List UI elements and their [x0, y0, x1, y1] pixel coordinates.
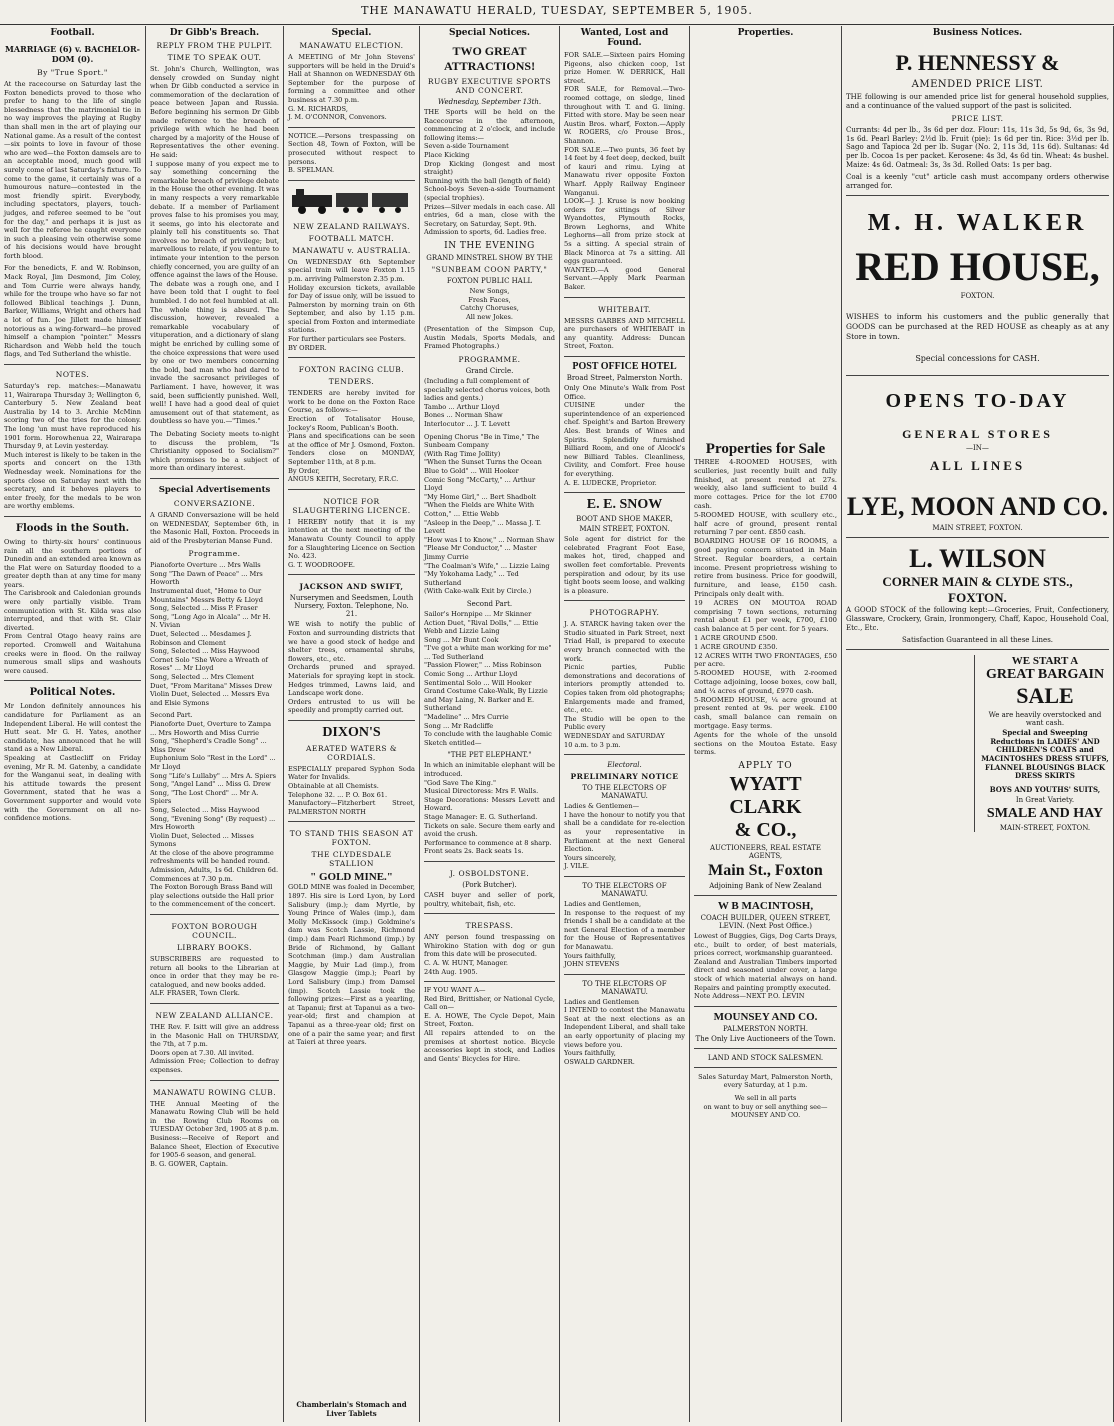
stallion-ad	[288, 821, 415, 1046]
whitebait-heading: WHITEBAIT.	[598, 304, 651, 314]
trespass-heading: TRESPASS.	[465, 921, 514, 931]
second-part-heading: Second Part.	[466, 599, 513, 608]
racing-heading: FOXTON RACING CLUB.	[298, 365, 405, 375]
article-title: MARRIAGE (6) v. BACHELOR-DOM (0).	[5, 44, 140, 64]
divider	[694, 1067, 837, 1068]
show-closing: In which an inimitable elephant will be introduced. "God Save The King." Musical Directoress: Mrs F. Walls. Stage Decorations: Messrs Levett and Howard. Stage Manager: E. G. Sutherland. Tickets on sale. Secure them early and avoid the crush. Performance to commence at 8 sharp. Front seats 2s. Back seats 1s.	[424, 761, 555, 856]
slaughter-body: I HEREBY notify that it is my intention at the next meeting of the Manawatu County Council to apply for a Slaughtering Licence on Section No. 423. G. T. WOODROOFE.	[288, 517, 415, 569]
smale-hay-heading: SMALE AND HAY	[986, 805, 1104, 821]
stallion-name: " GOLD MINE."	[310, 871, 393, 884]
grand-circle: Grand Circle.	[465, 367, 514, 376]
library-heading: FOXTON BOROUGH COUNCIL.	[171, 922, 258, 941]
opens-today: OPENS TO-DAY	[885, 390, 1070, 413]
snow-heading: E. E. SNOW	[586, 497, 663, 513]
price-heading: PRICE LIST.	[951, 114, 1004, 124]
trespass-ad	[424, 913, 555, 976]
general-stores: GENERAL STORES	[902, 427, 1053, 442]
wyatt-company: & CO.,	[734, 819, 797, 842]
conversazione-heading: CONVERSAZIONE.	[173, 498, 256, 508]
gardner-notice: Ladies and Gentlemen I INTEND to contest the Manawatu Seat at the next elections as an Independent Liberal, and shall take an early opportunity of placing my views before you. Yours faithfully, OSWALD GARDNER.	[564, 997, 685, 1066]
photography-ad	[564, 600, 685, 749]
features-list: New Songs, Fresh Faces, Catchy Choruses, All new Jokes.	[460, 286, 519, 321]
coon-party: "SUNBEAM COON PARTY,"	[431, 264, 548, 274]
lye-moon-heading: LYE, MOON AND CO.	[846, 492, 1109, 522]
event-date: Wednesday, September 13th.	[437, 98, 542, 106]
political-heading: Political Notes.	[29, 687, 116, 699]
electoral-heading: Electoral.	[607, 761, 642, 770]
conversazione-body: A GRAND Conversazione will be held on WEDNESDAY, September 6th, in the Masonic Hall, Foxton. Proceeds in aid of the Presbyterian Manse Fund.	[150, 510, 279, 545]
boys-suits: BOYS AND YOUTHS' SUITS,	[989, 784, 1101, 794]
railways-ad	[288, 180, 415, 353]
alliance-ad	[150, 1003, 279, 1075]
second-part-list: Sailor's Hornpipe ... Mr Skinner Action Duet, "Rival Dolls," ... Ettie Webb and Lizzie Laing Song ... Mr Bunt Cook "I've got a white man working for me" ... Ted Sutherland "Passion Flower," ... Miss Robinson Comic Song ... Arthur Lloyd Sentimental Solo ... Will Hooker Grand Costume Cake-Walk, By Lizzie and May Laing, N. Barker and E. Sutherland "Madeline" ... Mrs Currie Song ... Mr Radcliffe To conclude with the laughable Comic Sketch entitled—	[424, 609, 552, 747]
column-football	[0, 26, 146, 1422]
column-business	[842, 26, 1114, 1422]
preliminary-notice: PRELIMINARY NOTICE	[570, 772, 679, 782]
election-heading: MANAWATU ELECTION.	[299, 41, 404, 50]
article-subtitle: TIME TO SPEAK OUT.	[167, 53, 262, 62]
electors-heading: TO THE ELECTORS OF MANAWATU.	[582, 784, 667, 801]
sketch-title: "THE PET ELEPHANT."	[447, 751, 532, 760]
walker-heading: M. H. WALKER	[867, 210, 1088, 237]
notes-heading: NOTES.	[55, 370, 90, 379]
wilson-corner: CORNER MAIN & CLYDE STS.,	[882, 574, 1073, 590]
column-gibb	[146, 26, 284, 1422]
classified-ads: FOR SALE.—Sixteen pairs Homing Pigeons, also chicken coop, 1st prize Homer. W. DERRICK, Hall street. FOR SALE, for Removal.—Two-roomed cottage, on sledge, lined throughout with T. and G. lining. Fitted with store. May be seen near Austin Bros. wharf, Foxton.—Apply W. ROGERS, c/o Prouse Bros., Shannon. FOR SALE.—Two punts, 36 feet by 14 feet by 4 feet deep, decked, built of kauri and rimu. Lying at Manawatu river opposite Foxton Wharf. Apply Railway Engineer Wanganui. LOOK—J. J. Kruse is now booking orders for sittings of Silver Wyandottes, Plymouth Rocks, Brown Leghorns, and White Leghorns—all from prize stock at 5s a sitting. A special strain of Black Minorca at 7s a sitting. All eggs guaranteed. WANTED.—A good General Servant.—Apply Mark Pearman Baker.	[564, 51, 685, 292]
column-wanted	[560, 26, 690, 1422]
divider	[564, 974, 685, 975]
column-special-notices	[420, 26, 560, 1422]
library-ad	[150, 914, 279, 998]
railways-match: MANAWATU v. AUSTRALIA.	[292, 245, 411, 255]
article-body: St. John's Church, Wellington, was densely crowded on Sunday night when Dr Gibb conducted a service in commemoration of the declaration of peace between Japan and Russia. Before beginning his sermon Dr Gibb made reference to the breach of privilege with which he had been charged by a majority of the House of Representatives the other evening. He said: I suppose many of you expect me to say something concerning the remarkable breach of privilege debate in the House the other evening. It was in many respects a very remarkable debate. If a member of Parliament proves false to his promises you may, it seems, go into his electorate and plainly tell his constituents so. That involves no breach of privilege; but, marvellous to relate, if you venture to intimate your intention to the person chiefly concerned, you are guilty of an offence against the laws of the House. The debate was a rough one, and I have been told that I ought to feel humbled. I do not feel humbled at all. The whole thing is absurd. The discussion, however, revealed a remarkable vocabulary of vituperation, and a dictionary of slang might be enriched by culling some of the choice expressions that were used by one or two members concerning the bold, bad man who had dared to invade the sacrosanct privileges of Parliament. I have, however, it was said, been sufficiently punished. Well, well! I have had a good deal of quiet amusement out of that statement, as doubtless so have you.—"Times."	[150, 65, 279, 426]
vile-notice: Ladies & Gentlemen— I have the honour to notify you that shall be a candidate for re-election as your representative in Parliament at the next General Election. Yours sincerely, J. VILE.	[564, 802, 685, 871]
stallion-body: GOLD MINE was foaled in December, 1897. His sire is Lord Lyon, by Lord Salisbury (imp.); dam Myrtle, by Young Prince of Wales (imp.), dam Molly McKissock (imp.) Goldmine's dam was Scotch Lassie, Richmond (imp.) dam Pearl Richmond (imp.) by Bride of Richmond, by Gallant Scotchman (imp.) dam Australian Maggie, by Muir Lad (imp.), from Glasgow Maggie (imp.); Pearl by Lord Salisbury (imp.) from Damsel (imp). Scotch Lassie took the following prizes:—First as a yearling, at Tapanui; first at Tapanui as a two-year-old; first and champion at Tapanui as a three-year old; first on one of a pair the same year; and first at Taieri at three years.	[288, 883, 415, 1047]
blank-space	[694, 41, 837, 441]
alliance-heading: NEW ZEALAND ALLIANCE.	[155, 1011, 274, 1020]
slaughter-ad	[288, 489, 415, 570]
article-body: For the benedicts, F. and W. Robinson, Mack Royal, Jim Desmond, Jim Coley, and Tom Currie were always handy, while for the troupe who have so far not followed Biblical teachings J. Dunn, Barker, Williams, Wright and others had a lot of fun. Joe Jillett made himself notorious as a wing-forward—he proved himself a champion "pointer." Messrs Richardson and Webb held the touch flags, and Ted Sutherland the whistle.	[4, 264, 141, 359]
circle-list: (Including a full complement of specially selected chorus voices, both ladies and gents.) Tambo ... Arthur Lloyd Bones ... Norman Shaw Interlocutor ... J. T. Levett	[424, 377, 550, 429]
slaughter-heading: NOTICE FOR SLAUGHTERING LICENCE.	[292, 496, 411, 515]
walker-foxton: FOXTON.	[960, 292, 995, 301]
hennessy-heading: P. HENNESSY &	[895, 50, 1060, 75]
evening-heading: IN THE EVENING	[444, 240, 535, 251]
hotel-heading: POST OFFICE HOTEL	[572, 361, 677, 372]
section-heading: Wanted, Lost and Found.	[580, 28, 669, 48]
alliance-body: THE Rev. F. Isitt will give an address in the Masonic Hall on THURSDAY, the 7th, at 7 p.m. Doors open at 7.30. All invited. Admission Free; Collection to defray expenses.	[150, 1023, 279, 1074]
stallion-intro: TO STAND THIS SEASON AT FOXTON.	[289, 829, 414, 848]
macintosh-heading: W B MACINTOSH,	[717, 900, 814, 913]
adjoining-bank: Adjoining Bank of New Zealand	[709, 882, 822, 891]
byline: By "True Sport."	[37, 68, 108, 77]
tablets-ad: Chamberlain's Stomach and Liver Tablets	[288, 1400, 415, 1418]
osboldstone-subheading: (Pork Butcher).	[462, 880, 517, 889]
cycle-body: IF YOU WANT A— Red Bird, Brittisher, or National Cycle, Call on— E. A. HOWE, The Cycle Depot, Main Street, Foxton. All repairs attended to on the premises at shortest notice. Bicycle accessories kept in stock, and Ladies and Gents' Bicycles for Hire.	[424, 986, 555, 1063]
macintosh-subheading: COACH BUILDER, QUEEN STREET, LEVIN. (Next Post Office.)	[700, 914, 831, 931]
section-heading: Properties.	[737, 28, 794, 38]
mounsey-ad	[694, 1006, 837, 1120]
masthead-title: THE MANAWATU HERALD, TUESDAY, SEPTEMBER 5, 1905.	[361, 4, 753, 17]
overstocked-note: We are heavily overstocked and want cash.	[988, 711, 1102, 728]
cycle-ad	[424, 981, 555, 1063]
mounsey-tagline: The Only Live Auctioneers of the Town.	[695, 1034, 836, 1043]
wilson-body: A GOOD STOCK of the following kept:—Groceries, Fruit, Confectionery, Glassware, Crockery, Grain, Ironmongery, Chaff, Kapoc, Household Coal, Etc., Etc.	[846, 606, 1109, 632]
sports-body: THE Sports will be held on the Racecourse in the afternoon, commencing at 2 o'clock, and include following items:— Seven a-side Tournament Place Kicking Drop Kicking (longest and most straight) Running with the ball (length of field) School-boys Seven-a-side Tournament (special trophies). Prizes—Silver medals in each case. All entries, 6d a man, close with the Secretary, on Saturday, Sept. 9th. Admission to sports, 6d. Ladies free.	[424, 108, 555, 237]
dixon-ad	[288, 720, 415, 817]
election-body: A MEETING of Mr John Stevens' supporters will be held in the Druid's Hall at Shannon on WEDNESDAY 6th September for the purpose of forming a committee and other business at 7.30 p.m. G. M. RICHARDS, J. M. O'CONNOR, Convenors.	[288, 53, 415, 122]
jackson-heading: JACKSON AND SWIFT,	[299, 582, 404, 592]
section-heading: Special Notices.	[448, 28, 530, 38]
notice-body: NOTICE.—Persons trespassing on Section 48, Town of Foxton, will be prosecuted without respect to persons. B. SPELMAN.	[288, 131, 415, 175]
divider	[564, 876, 685, 877]
programme-label: Programme.	[188, 549, 241, 559]
divider	[150, 478, 279, 479]
divider	[4, 516, 141, 517]
wilson-foxton: FOXTON.	[948, 590, 1007, 606]
rugby-heading: RUGBY EXECUTIVE SPORTS AND CONCERT.	[427, 77, 552, 95]
divider	[846, 537, 1109, 538]
programme-heading: PROGRAMME.	[458, 355, 521, 365]
divider	[846, 649, 1109, 650]
rowing-body: THE Annual Meeting of the Manawatu Rowing Club will be held in the Rowing Club Rooms on TUESDAY October 3rd, 1905 at 8 p.m. Business:—Receive of Report and Balance Sheet, Election of Executive for 1905-6 season, and general. B. G. GOWER, Captain.	[150, 1099, 279, 1168]
snow-subheading: BOOT AND SHOE MAKER,	[576, 515, 673, 524]
trespass-body: ANY person found trespassing on Whirokino Station with dog or gun from this date will be prosecuted. C. A. W. HUNT, Manager. 24th Aug. 1905.	[424, 933, 555, 976]
section-heading: Business Notices.	[932, 28, 1023, 38]
debating-note: The Debating Society meets to-night to discuss the problem, "Is Christianity opposed to Socialism?" which promises to be a subject of more than ordinary interest.	[150, 429, 279, 473]
mounsey-heading: MOUNSEY AND CO.	[713, 1010, 818, 1023]
section-heading: Dr Gibb's Breach.	[169, 28, 260, 38]
red-house: RED HOUSE,	[855, 244, 1100, 290]
lye-address: MAIN STREET, FOXTON.	[932, 524, 1023, 533]
programme-second: Second Part. Pianoforte Duet, Overture to Zampa ... Mrs Howorth and Miss Currie Song, "Shepherd's Cradle Song" ... Miss Drew Euphonium Solo "Rest in the Lord" ... Mr Lloyd Song "Life's Lullaby" ... Mrs A. Spiers Song, "Angel Land" ... Miss G. Drew Song, "The Lost Chord" ... Mr A. Spiers Song, Selected ... Miss Haywood Song, "Evening Song" (By request) ... Mrs Howorth Violin Duet, Selected ... Misses Symons At the close of the above programme refreshments will be handed round. Admission, Adults, 1s 6d. Children 6d. Commences at 7.30 p.m. The Foxton Borough Brass Band will play selections outside the Hall prior to the commencement of the concert.	[150, 711, 279, 909]
attractions-heading: TWO GREAT ATTRACTIONS!	[443, 44, 536, 73]
political-body: Mr London definitely announces his candidature for Parliament as an Independent Liberal. He will contest the Hutt seat. Mr G. H. Yates, another candidate, has announced that he will stand as a New Liberal. Speaking at Castlecliff on Friday evening, Mr R. M. Gatenby, a candidate for the Wanganui seat, in dealing with his attitude towards the present Government, stated that he was a Government supporter and would vote with the Government on all no-confidence motions.	[4, 702, 141, 823]
hennessy-body: THE following is our amended price list for general household supplies, and a continuance of the valued support of the past is solicited.	[846, 93, 1109, 110]
amended-heading: AMENDED PRICE LIST.	[911, 79, 1044, 90]
stevens-notice: Ladies and Gentlemen, In response to the request of my friends I shall be a candidate at the next General Election of a member for the House of Representatives for Manawatu. Yours faithfully, JOHN STEVENS	[564, 899, 685, 969]
property-listings: THREE 4-ROOMED HOUSES, with sculleries, just recently built and fully finished, at present rented at 27s. weekly, also land sufficient to build 4 more cottages. Price for the lot £700 cash. 5-ROOMED HOUSE, with scullery etc., half acre of ground, present rental returning 7 per cent. £850 cash. BOARDING HOUSE OF 16 ROOMS, a good paying concern situated in Main Street. Regular boarders, a certain income. Present proprietress wishing to retire from business. Price for goodwill, furniture, and lease, £150 cash. Principals only dealt with. 19 ACRES ON MOUTOA ROAD comprising 7 town sections, returning rental about £1 per week, £700, £100 cash balance at 5 per cent. for 5 years. 1 ACRE GROUND £500. 1 ACRE GROUND £350. 12 ACRES WITH TWO FRONTAGES, £50 per acre. 5-ROOMED HOUSE, with 2-roomed Cottage adjoining, loose boxes, cow ball, and ¼ acres of ground, £970 cash. 5-ROOMED HOUSE, ¼ acre ground at present rented at 9s. per week. £100 cash, small balance can remain on mortgage. Easy terms. Agents for the whole of the unsold sections on the Moutoa Estate. Easy terms.	[694, 458, 837, 757]
price-list: Currants: 4d per lb., 3s 6d per doz. Flour: 11s, 11s 3d, 5s 9d, 6s, 3s 9d, 1s 6d. Pearl Barley: 2½d lb. Fruit (pie): 1s 6d per tin. Rice: 3½d per lb. Sago and Tapioca 2d per lb. Sugar (No. 2, 11s 3d, 11s 6d). Sultanas: 4d per lb. Cocoa 1s per packet. Kerosene: 4s 3d, 4s 6d tin. Wheat: 4s bushel. Maize: 4s 6d. Oatmeal: 3s, 3s 3d. Rolled Oats: 1s per bag.	[846, 126, 1109, 169]
apply-to: APPLY TO	[738, 761, 793, 772]
photography-body: J. A. STARCK having taken over the Studio situated in Park Street, next Triad Hall, is prepared to execute every branch connected with the work. Picnic parties, Public demonstrations and decorations of interiors promptly attended to. Copies taken from old photographs; Enlargements made and framed, etc., etc. The Studio will be open to the Public every WEDNESDAY and SATURDAY 10 a.m. to 3 p.m.	[564, 620, 685, 749]
divider	[4, 680, 141, 681]
library-body: SUBSCRIBERS are requested to return all books to the Librarian at once in order that they may be re-catalogued, and new books added. ALF. FRASER, Town Clerk.	[150, 955, 279, 998]
walker-body: WISHES to inform his customers and the public generally that GOODS can be purchased at the RED HOUSE as cheaply as at any Store in town.	[846, 312, 1109, 342]
column-special	[284, 26, 420, 1422]
wilson-heading: L. WILSON	[909, 544, 1046, 574]
racing-body: TENDERS are hereby invited for work to be done on the Foxton Race Course, as follows:— Erection of Totalisator House, Jockey's Room, Publican's Booth. Plans and specifications can be seen at the office of Mr J. Osmond, Foxton. Tenders close on MONDAY, September 11th, at 8 p.m. By Order, ANGUS KEITH, Secretary, F.R.C.	[288, 389, 415, 484]
whitebait-body: MESSRS GARBES AND MITCHELL are purchasers of WHITEBAIT in any quantity. Address: Duncan Street, Foxton.	[564, 316, 685, 351]
bargain-sale-ad	[974, 655, 1109, 832]
macintosh-body: Lowest of Buggies, Gigs, Dog Carts Drays, etc., built to order, of best materials, prices correct, workmanship guaranteed. Zealand and Australian Timbers imported direct and seasoned under cover, a large stock of which material always on hand. Repairs and painting promptly executed. Note Address—NEXT P.O. LEVIN	[694, 932, 837, 1001]
sell-note: We sell in all parts on want to buy or sell anything see— MOUNSEY AND CO.	[703, 1094, 828, 1120]
railways-subheading: FOOTBALL MATCH.	[308, 233, 395, 243]
divider	[846, 375, 1109, 376]
railways-body: On WEDNESDAY 6th September special train will leave Foxton 1.15 p.m. arriving Palmerston 2.35 p.m. Holiday excursion tickets, available for Day of issue only, will be issued to Palmerston by morning train on 6th September, and also by 1.15 p.m. special from Foxton and intermediate stations. For further particulars see Posters. BY ORDER.	[288, 257, 415, 352]
section-heading: Special.	[331, 28, 372, 38]
main-street: Main St., Foxton	[708, 862, 823, 880]
opening-list: Opening Chorus "Be in Time," The Sunbeam Company (With Rag Time Jollity) "When the Sunset Turns the Ocean Blue to Gold" ... Will Hooker Comic Song "McCarty," ... Arthur Lloyd "My Home Girl," ... Bert Shadbolt "When the Fields are White With Cotton," ... Ettie Webb "Asleep in the Deep," ... Massa J. T. Levett "How was I to Know," ... Norman Shaw "Please Mr Conductor," ... Master Jimmy Currie "The Coalman's Wife," ... Lizzie Laing "My Yokohama Lady," ... Ted Sutherland (With Cake-walk Exit by Circle.)	[424, 432, 555, 596]
floods-heading: Floods in the South.	[15, 522, 130, 534]
railways-heading: NEW ZEALAND RAILWAYS.	[292, 221, 411, 231]
variety-note: In Great Variety.	[1015, 795, 1075, 804]
photography-heading: PHOTOGRAPHY.	[589, 608, 660, 618]
masthead	[0, 0, 1114, 25]
section-heading: Football.	[50, 28, 95, 38]
wyatt-heading: WYATT CLARK	[729, 773, 802, 819]
hall-name: FOXTON PUBLIC HALL	[446, 276, 533, 285]
electoral-section	[564, 754, 685, 1066]
properties-heading: Properties for Sale	[705, 441, 826, 457]
stallion-heading: THE CLYDESDALE STALLION	[311, 850, 392, 869]
coal-note: Coal is a keenly "cut" article cash must accompany orders otherwise arranged for.	[846, 173, 1109, 190]
macintosh-ad	[694, 895, 837, 1001]
article-body: At the racecourse on Saturday last the Foxton benedicts proved to those who prefer to hang to the life of single blessedness that the matrimonial tie in no way improves the playing at Rugby than shall men in the art of playing our National game. As a result of the contest—six points to love in favour of those who are wed—the Foxton damsels are to an acceptable mood, much good will surely come of last Saturday's fixture. To come to the game, it certainly was of a humourous nature—contested in the most friendly spirit. Everybody, including spectators, players, touch-judges, and referee seemed to be "out for the day," and perhaps it is just as well for the referee he caught everyone in such a pleasing vein otherwise some of his decisions would have brought forth blood.	[4, 80, 142, 260]
electors-heading: TO THE ELECTORS OF MANAWATU.	[582, 979, 667, 996]
auctioneers: AUCTIONEERS, REAL ESTATE AGENTS,	[709, 844, 822, 861]
bargain-heading: GREAT BARGAIN	[985, 667, 1105, 683]
special-ads-heading: Special Advertisements	[158, 484, 271, 495]
notes-body: Saturday's rep. matches:—Manawatu 11, Wairarapa Thursday 3; Wellington 6, Canterbury 5. New Zealand beat Australia by 14 to 3. Archie McMinn scoring two of the tries for the colony. The long 'un must have reproduced his 1901 form. Horowhenua 22, Wairarapa Thursday 9, at Levin yesterday. Much interest is likely to be taken in the sports and concert on the 13th Wednesday week. Nominations for the sports close on Saturday next with the secretary, and it behoves players to enter freely, for the medals to be won are worthy emblems.	[4, 382, 141, 511]
reductions-list: Special and Sweeping Reductions in LADIES' AND CHILDREN'S COATS and MACINTOSHES DRESS STUFFS, FLANNEL BLOUSINGS BLACK DRESS SKIRTS	[981, 728, 1109, 781]
column-properties	[690, 26, 842, 1422]
whitebait-ad	[564, 297, 685, 351]
mounsey-subheading: PALMERSTON NORTH.	[723, 1024, 808, 1033]
presentation-note: (Presentation of the Simpson Cup, Austin Medals, Sports Medals, and Framed Photographs.)	[424, 325, 555, 351]
divider	[846, 195, 1109, 196]
divider	[694, 1048, 837, 1049]
we-start: WE START A	[1011, 655, 1079, 668]
osboldstone-heading: J. OSBOLDSTONE.	[449, 868, 530, 878]
jackson-body: WE wish to notify the public of Foxton and surrounding districts that we have a good stock of hedge and shelter trees, ornamental shrubs, flowers, etc., etc. Orchards pruned and sprayed. Materials for spraying kept in stock. Hedges trimmed, Lawns laid, and Landscape work done. Orders entrusted to us will be speedily and promptly carried out.	[288, 620, 415, 715]
library-subheading: LIBRARY BOOKS.	[176, 943, 253, 953]
minstrel-heading: GRAND MINSTREL SHOW BY THE	[426, 253, 553, 262]
smale-address: MAIN-STREET, FOXTON.	[999, 823, 1091, 832]
train-illustration	[288, 185, 414, 215]
all-lines: ALL LINES	[929, 458, 1026, 474]
rowing-heading: MANAWATU ROWING CLUB.	[152, 1087, 277, 1097]
divider	[4, 364, 141, 365]
land-stock: LAND AND STOCK SALESMEN.	[707, 1053, 824, 1062]
dixon-subheading: AERATED WATERS & CORDIALS.	[305, 743, 398, 762]
hotel-ad	[564, 356, 685, 487]
dixon-body: ESPECIALLY prepared Syphon Soda Water for Invalids. Obtainable at all Chemists. Telephone 32. ... P. O. Box 61. Manufactory—Fitzherbert Street, PALMERSTON NORTH	[288, 764, 415, 816]
osboldstone-ad	[424, 861, 555, 908]
floods-body: Owing to thirty-six hours' continuous rain all the southern portions of Dunedin and an extended area known as the Flat were on Saturday flooded to a greater depth than at any time for many years. The Carisbrook and Caledonian grounds were only partially visible. Tram communication with St. Kilda was also interrupted, and that with St. Clair diverted. From Central Otago heavy rains are reported. Cromwell and Waitahuna creeks were in flood. On the railway numerous small slips and washouts were caused.	[4, 537, 141, 675]
jackson-ad	[288, 574, 415, 715]
electors-heading: TO THE ELECTORS OF MANAWATU.	[582, 881, 667, 898]
osboldstone-body: CASH buyer and seller of pork, poultry, whitebait, fish, etc.	[424, 890, 555, 908]
dixon-heading: DIXON'S	[322, 724, 381, 740]
hotel-subheading: Broad Street, Palmerston North.	[566, 374, 683, 382]
sale-heading: SALE	[1016, 683, 1074, 709]
sales-note: Sales Saturday Mart, Palmerston North, every Saturday, at 1 p.m.	[698, 1072, 833, 1090]
article-title: REPLY FROM THE PULPIT.	[156, 41, 273, 50]
hotel-body: Only One Minute's Walk from Post Office. CUISINE under the superintendence of an experienced chef. Speight's and Barton Brewery Ales. Best brands of Wines and Spirits. Splendidly furnished Billiard Room, and one of Alcock's new Billiard Tables. Cleanliness, Civility, and Comfort. Free house for everything. A. E. LUDECKE, Proprietor.	[564, 384, 685, 487]
rowing-ad	[150, 1080, 279, 1169]
racing-ad	[288, 357, 415, 484]
in-label: —IN—	[966, 444, 989, 453]
snow-address: MAIN STREET, FOXTON.	[579, 525, 670, 534]
snow-body: Sole agent for district for the celebrated Fragrant Foot Ease, makes hot, tired, chapped and swollen feet comfortable. Prevents perspiration and odour, by its use tight boots seem loose, and walking is a pleasure.	[564, 535, 685, 595]
satisfaction-note: Satisfaction Guaranteed in all these Lines.	[901, 636, 1054, 645]
snow-ad	[564, 492, 685, 595]
notice-ad	[288, 127, 415, 175]
cash-concessions: Special concessions for CASH.	[915, 354, 1040, 364]
jackson-subheading: Nurserymen and Seedsmen, Louth Nursery, Foxton. Telephone, No. 21.	[289, 594, 414, 619]
racing-subheading: TENDERS.	[328, 377, 375, 387]
programme-list: Pianoforte Overture ... Mrs Walls Song "The Dawn of Peace" ... Mrs Howorth Instrumental duet, "Home to Our Mountains" Messrs Betty & Lloyd Song, Selected ... Miss P. Fraser Song, "Long Ago in Alcala" ... Mr H. N. Vivian Duet, Selected ... Mesdames J. Robinson and Clement Song, Selected ... Miss Haywood Cornet Solo "She Wore a Wreath of Roses" ... Mr Lloyd Song, Selected ... Mrs Clement Duet, "From Maritana" Misses Drew Violin Duet, Selected ... Messrs Eva and Elsie Symons	[150, 561, 273, 707]
